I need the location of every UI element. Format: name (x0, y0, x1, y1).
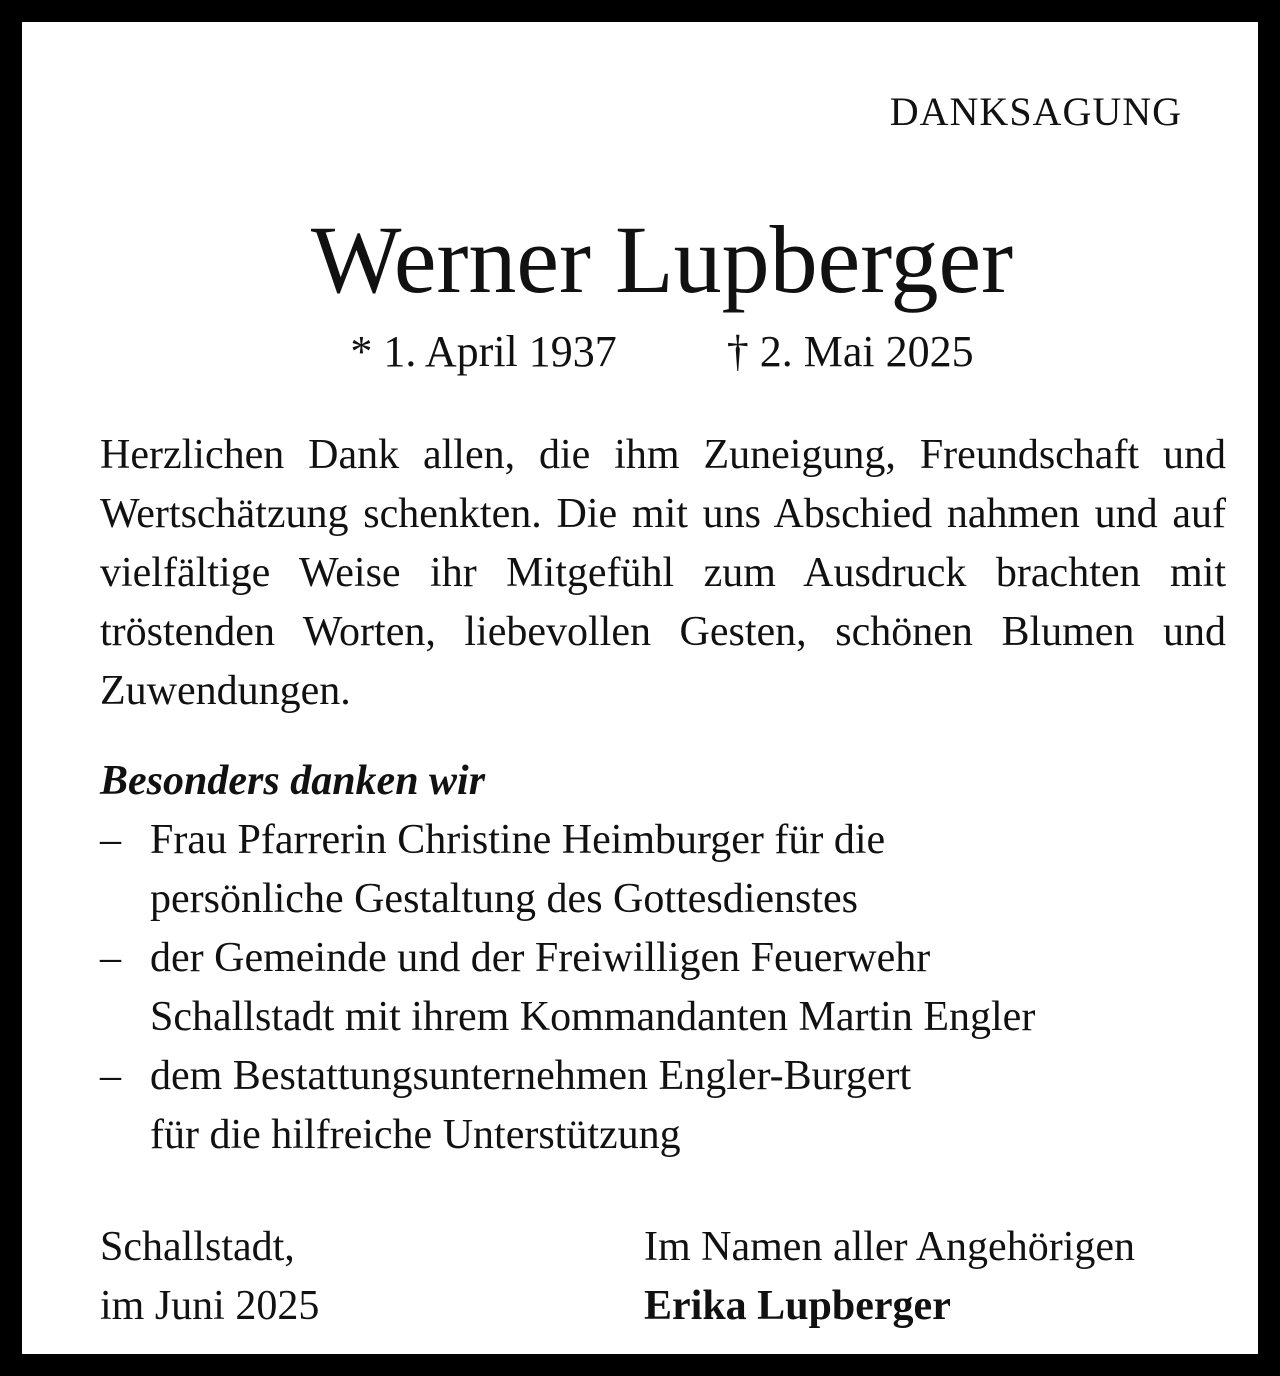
place-date-block (100, 1218, 319, 1336)
thanks-paragraph: Herzlichen Dank allen, die ihm Zuneigung, Freundschaft und Wertschätzung schenkten. Die mit uns Abschied nahmen und auf vielfältige Weise ihr Mitgefühl zum Ausdruck brachten mit tröstenden Worten, liebevollen Gesten, schönen Blumen und Zuwendungen. (100, 432, 1226, 714)
dash-bullet: – (100, 935, 121, 981)
date: im Juni 2025 (100, 1283, 320, 1329)
life-dates (22, 327, 1280, 376)
dash-bullet: – (100, 817, 121, 863)
special-thanks-list (100, 811, 1226, 1165)
list-item-line: der Gemeinde und der Freiwilligen Feuerwehr (150, 935, 931, 981)
dash-bullet: – (100, 1053, 121, 1099)
list-item-line: für die hilfreiche Unterstützung (150, 1112, 681, 1158)
birth-date: * 1. April 1937 (350, 327, 617, 376)
list-item (100, 1047, 1226, 1165)
list-item (100, 811, 1226, 929)
place: Schallstadt, (100, 1224, 295, 1270)
signer-name: Erika Lupberger (644, 1283, 951, 1329)
special-thanks-heading: Besonders danken wir (100, 758, 486, 804)
list-item (100, 929, 1226, 1047)
notice-type-label: DANKSAGUNG (889, 89, 1182, 134)
list-item-line: Frau Pfarrerin Christine Heimburger für die (150, 817, 886, 863)
list-item-line: Schallstadt mit ihrem Kommandanten Martin Engler (150, 994, 1036, 1040)
on-behalf-text: Im Namen aller Angehörigen (644, 1224, 1135, 1270)
deceased-name: Werner Lupberger (310, 206, 1014, 313)
list-item-line: persönliche Gestaltung des Gottesdienstes (150, 876, 859, 922)
death-date: † 2. Mai 2025 (726, 327, 974, 376)
signature-block (644, 1218, 1135, 1336)
list-item-line: dem Bestattungsunternehmen Engler-Burgert (150, 1053, 912, 1099)
